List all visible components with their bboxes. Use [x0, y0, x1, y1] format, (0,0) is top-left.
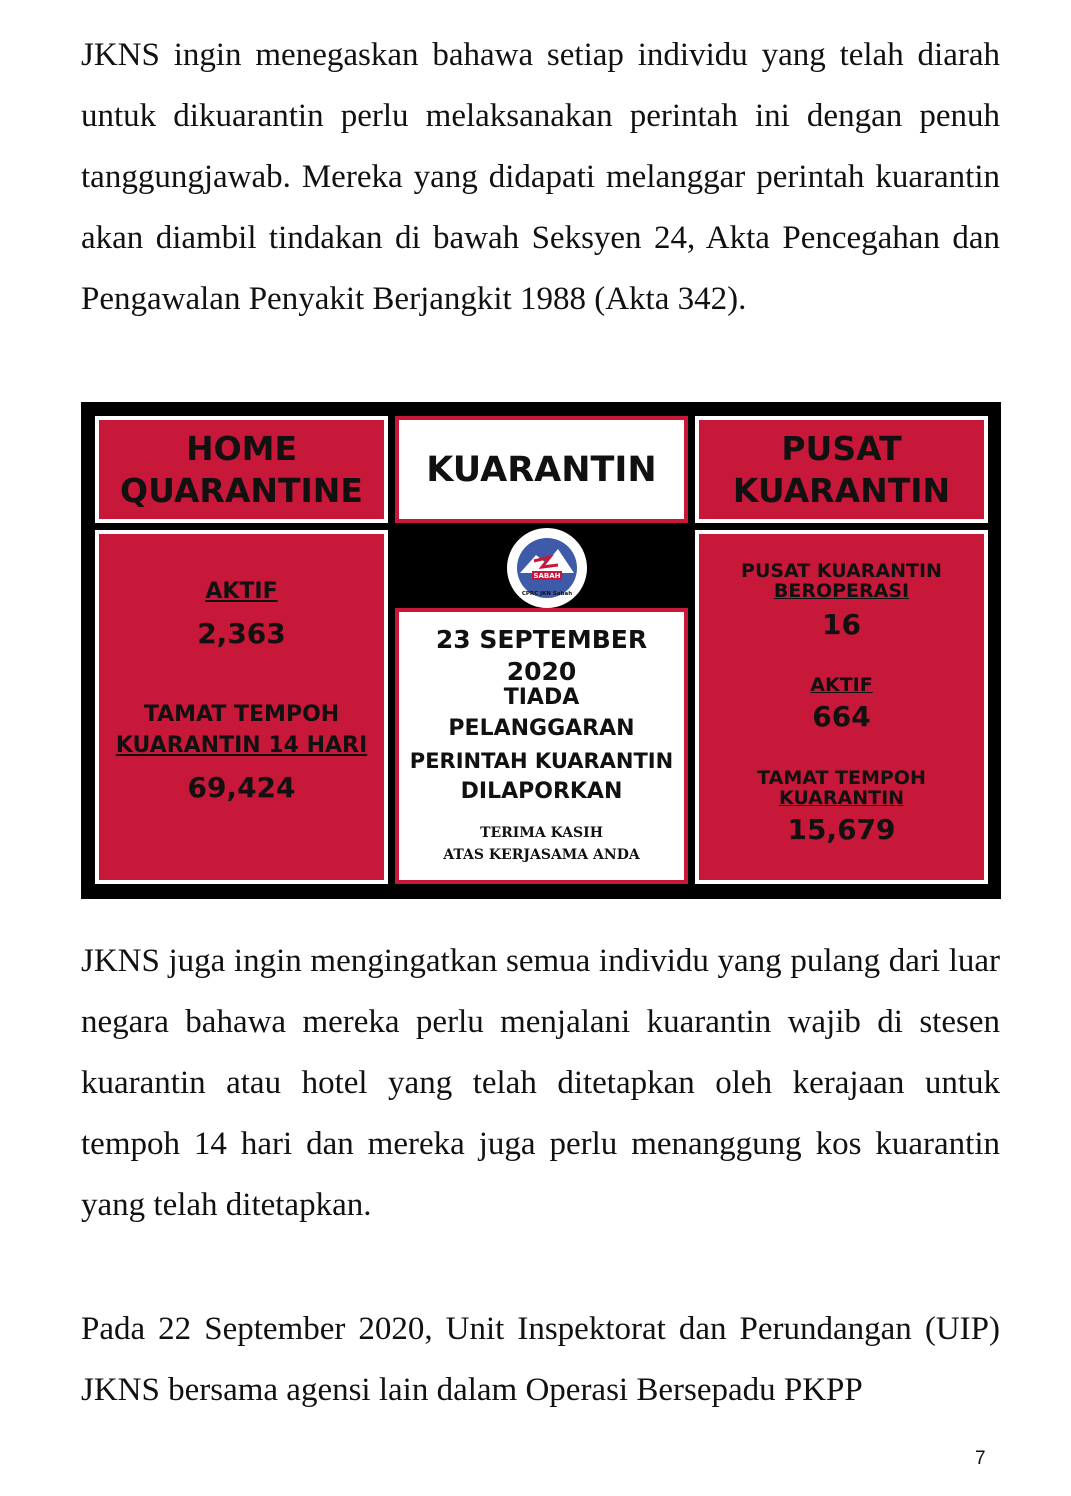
message-line4: DILAPORKAN	[460, 779, 623, 804]
page-number: 7	[975, 1448, 986, 1469]
home-tamat-label-line1: TAMAT TEMPOH	[143, 702, 340, 727]
logo-text-top: SABAH	[533, 572, 561, 580]
home-tamat-value: 69,424	[187, 771, 296, 804]
pusat-tamat-value: 15,679	[787, 813, 896, 846]
kuarantin-title: KUARANTIN	[395, 416, 688, 523]
center-message-box	[395, 608, 688, 884]
home-tamat-label-line2: KUARANTIN 14 HARI	[115, 733, 368, 758]
home-title-line2: QUARANTINE	[120, 470, 363, 510]
pusat-operasi-label-line1: PUSAT KUARANTIN	[741, 560, 942, 582]
pusat-tamat-label-line2: KUARANTIN	[778, 787, 905, 809]
paragraph-uip-operation: Pada 22 September 2020, Unit Inspektorat dan Perundangan (UIP) JKNS bersama agensi lain dalam Operasi Bersepadu PKPP	[81, 1311, 1000, 1408]
home-aktif-value: 2,363	[197, 617, 286, 650]
pusat-aktif-value: 664	[812, 700, 871, 733]
pusat-title-line2: KUARANTIN	[732, 470, 951, 510]
thanks-line1: TERIMA KASIH	[480, 825, 603, 841]
home-title-line1: HOME	[185, 428, 298, 468]
logo-text-bottom: CPRC JKN Sabah	[521, 591, 573, 597]
thanks-line2: ATAS KERJASAMA ANDA	[443, 847, 640, 863]
pusat-aktif-label: AKTIF	[810, 674, 873, 696]
home-quarantine-stats	[95, 530, 388, 884]
message-line2: PELANGGARAN	[448, 716, 635, 741]
report-date: 23 SEPTEMBER 2020	[435, 625, 648, 686]
home-quarantine-title	[95, 416, 388, 523]
quarantine-infographic	[81, 402, 1001, 899]
message-line1: TIADA	[503, 685, 580, 710]
paragraph-overseas-travellers: JKNS juga ingin mengingatkan semua individu yang pulang dari luar negara bahawa mereka perlu menjalani kuarantin wajib di stesen kuarantin atau hotel yang telah ditetapkan oleh kerajaan untuk tempoh 14 hari dan mereka juga perlu menanggung kos kuarantin yang telah ditetapkan.	[81, 943, 1000, 1223]
cprc-jkn-sabah-logo	[506, 527, 588, 609]
pusat-tamat-label-line1: TAMAT TEMPOH	[757, 767, 926, 789]
home-aktif-label: AKTIF	[205, 579, 278, 604]
pusat-title-line1: PUSAT	[781, 428, 902, 468]
pusat-operasi-value: 16	[822, 608, 861, 641]
pusat-kuarantin-title	[695, 416, 988, 523]
pusat-operasi-label-line2: BEROPERASI	[773, 580, 910, 602]
message-line3: PERINTAH KUARANTIN	[409, 749, 674, 773]
pusat-kuarantin-stats	[695, 530, 988, 884]
paragraph-quarantine-order: JKNS ingin menegaskan bahawa setiap individu yang telah diarah untuk dikuarantin perlu melaksanakan perintah ini dengan penuh tanggungjawab. Mereka yang didapati melanggar perintah kuarantin akan diambil tindakan di bawah Seksyen 24, Akta Pencegahan dan Pengawalan Penyakit Berjangkit 1988 (Akta 342).	[81, 37, 1000, 317]
